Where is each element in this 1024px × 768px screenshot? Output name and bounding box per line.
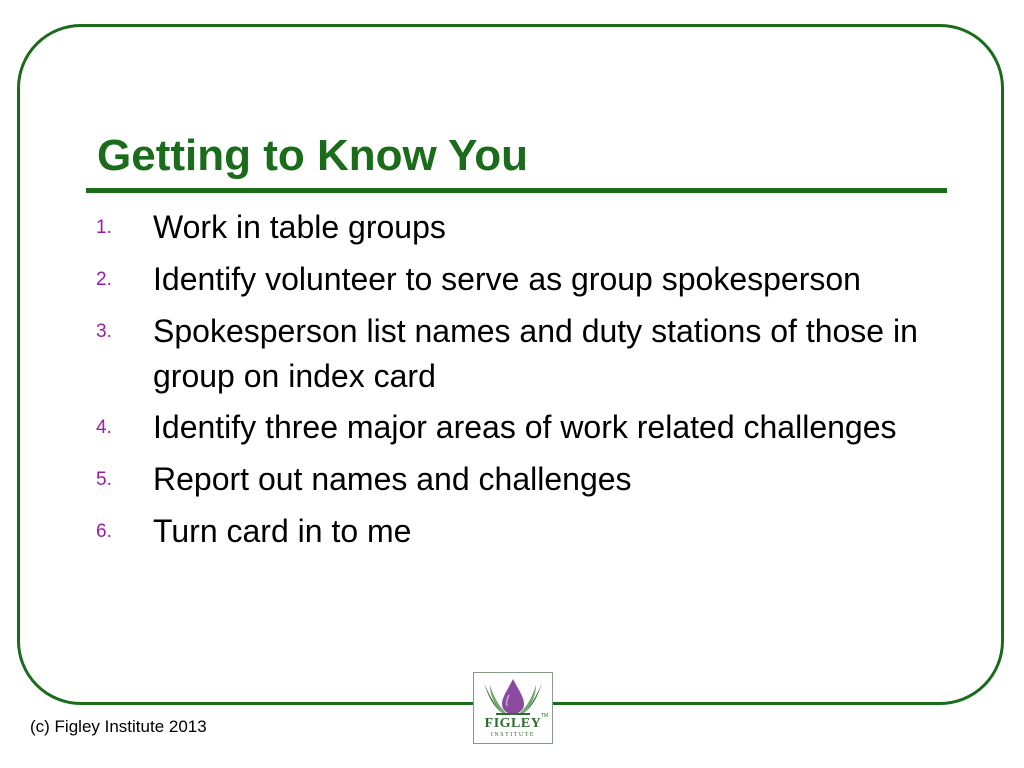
list-item [96,405,936,451]
slide-title: Getting to Know You [97,131,528,180]
list-item [96,457,936,503]
title-underline [86,188,947,193]
step-number: 6. [96,521,112,542]
logo-trademark: TM [541,713,549,719]
step-number: 2. [96,269,112,290]
step-text: Spokesperson list names and duty stations of those in group on index card [153,313,918,394]
logo-subtitle: INSTITUTE [490,732,536,738]
step-text: Work in table groups [153,209,446,245]
step-number: 3. [96,321,112,342]
figley-logo [473,672,553,744]
logo-name: FIGLEY [484,716,542,731]
step-text: Turn card in to me [153,513,412,549]
step-number: 5. [96,469,112,490]
step-text: Identify three major areas of work related challenges [153,409,897,445]
step-text: Report out names and challenges [153,461,632,497]
list-item [96,309,936,399]
list-item [96,257,936,303]
copyright-footer: (c) Figley Institute 2013 [30,717,207,736]
step-number: 4. [96,417,112,438]
list-item [96,205,936,251]
step-list [96,205,936,561]
list-item [96,509,936,555]
step-text: Identify volunteer to serve as group spokesperson [153,261,861,297]
step-number: 1. [96,217,112,238]
